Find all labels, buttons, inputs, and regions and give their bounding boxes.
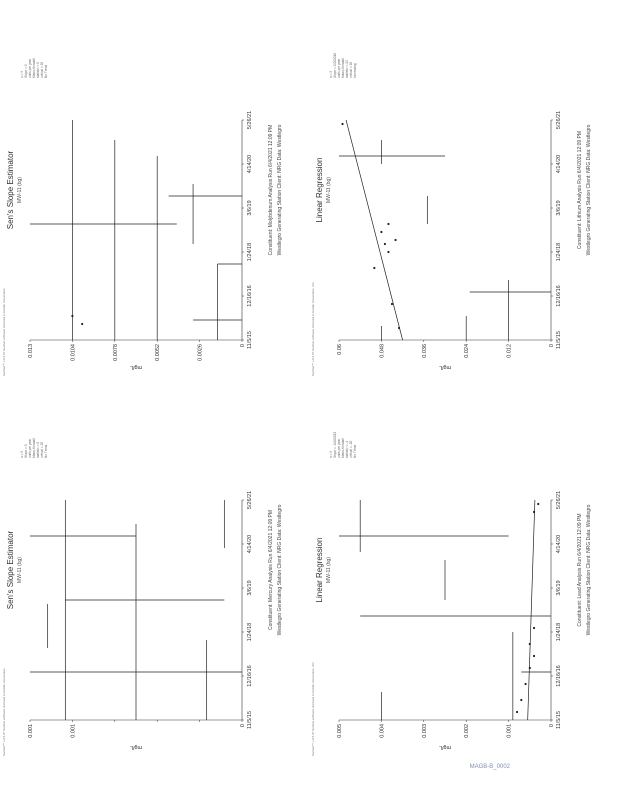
data-point [71,315,73,317]
y-tick-label: 0.002 [464,724,471,738]
y-axis-label: mg/L [438,364,452,370]
chart-title: Linear Regression [315,537,324,603]
chart-legend [20,386,48,458]
legend-line: Mann-Kendall [341,58,345,78]
legend-line: units per year [337,58,341,78]
legend-line: n = 9 [329,70,333,78]
chart-title: Sen's Slope Estimator [6,150,15,230]
y-tick-label: 0.0078 [112,344,119,361]
data-point [524,683,526,685]
legend-line: Increasing [353,63,357,78]
data-point [384,243,386,245]
chart-panel-bottom-left [0,380,309,760]
y-tick-label: 0.001 [70,724,77,738]
y-tick-label: 0.001 [28,724,34,738]
chart-title: Linear Regression [315,157,324,223]
y-tick-label: 0.048 [379,344,386,358]
y-tick-label: 0.012 [506,344,513,358]
y-tick-label: 0.036 [421,344,428,358]
chart-footer-line-1: Constituent: Molybdenum Analysis Run 6/4/2021 12:09 PM [268,124,274,256]
trend-line [346,120,403,340]
y-axis-label: mg/L [129,744,143,750]
x-tick-label: 4/14/20 [556,534,562,554]
x-tick-label: 3/6/19 [556,580,562,596]
legend-line: statistic = -4 [345,440,349,458]
legend-line: Slope = -0.000013 [333,431,337,458]
chart-header-note: Sanitas™ v.9.6.0? Sanitas software licensed to Golder Associates. UG [311,662,315,756]
data-point [533,511,535,513]
legend-line: units per year [28,438,32,458]
chart-legend [20,6,48,78]
y-tick-label: 0.013 [28,344,34,358]
legend-line: n = 9 [329,450,333,458]
legend-line: n = 9 [20,450,24,458]
data-point [533,627,535,629]
chart-rotated-frame [309,0,618,380]
data-point [398,327,400,329]
chart-panel-bottom-right [309,380,618,760]
legend-line: n = 9 [20,70,24,78]
y-tick-label: 0.06 [337,344,343,355]
chart-footer-line-1: Constituent: Lithium Analysis Run 6/4/2021 12:09 PM [577,130,583,250]
legend-line: Slope = 0 [24,444,28,458]
legend-line: Slope = 0.002016 [333,52,337,78]
x-tick-label: 5/26/21 [556,110,562,130]
y-axis-label: mg/L [438,744,452,750]
x-tick-label: 12/16/16 [247,285,253,307]
trend-line [528,500,535,720]
chart-rotated-frame [0,380,309,760]
y-tick-label: 0.004 [379,724,386,738]
x-tick-label: 4/14/20 [247,534,253,554]
data-point [391,303,393,305]
legend-line: No Trend [44,444,48,458]
data-point [81,323,83,325]
legend-line: statistic = 22 [345,60,349,78]
y-tick-label: 0 [240,724,246,728]
chart-rotated-frame [0,0,309,380]
chart-legend [329,6,357,78]
legend-line: statistic = 0 [36,61,40,78]
data-point [380,231,382,233]
page-code: MAGB-B_0002 [469,764,510,770]
legend-line: critical = -20 [349,440,353,458]
x-tick-label: 12/16/16 [556,665,562,687]
legend-line: critical = 20 [349,61,353,78]
chart-footer-line-2: Westlegro Generating Station Client: NRG Data: Westlegro [277,504,283,636]
data-point [394,239,396,241]
x-tick-label: 3/6/19 [556,200,562,216]
legend-line: No Trend [353,444,357,458]
x-tick-label: 11/5/15 [556,331,562,349]
chart-rotated-frame [309,380,618,760]
x-tick-label: 12/16/16 [556,285,562,307]
data-point [387,251,389,253]
chart-title: Sen's Slope Estimator [6,530,15,610]
data-point [520,699,522,701]
x-tick-label: 5/26/21 [247,490,253,510]
chart-legend [329,386,357,458]
x-tick-label: 3/6/19 [247,200,253,216]
x-tick-label: 4/14/20 [556,154,562,174]
x-tick-label: 1/24/18 [556,242,562,262]
x-tick-label: 11/5/15 [247,331,253,349]
data-point [516,711,518,713]
legend-line: No Trend [44,64,48,78]
x-tick-label: 4/14/20 [247,154,253,174]
data-point [529,643,531,645]
chart-footer-line-2: Westlegro Generating Station Client: NRG Data: Westlegro [277,124,283,256]
data-point [533,655,535,657]
legend-line: Mann-Kendall [32,438,36,458]
y-tick-label: 0 [549,344,555,348]
chart-panel-top-left [0,0,309,380]
chart-subtitle: MW-11 (bg) [326,177,332,203]
legend-line: critical = 20 [40,61,44,78]
y-tick-label: 0.003 [421,724,428,738]
chart-header-note: Sanitas™ v.9.6.0? Sanitas software licensed to Golder Associates. UG [311,282,315,376]
data-point [537,503,539,505]
chart-header-note: Sanitas™ v.9.6.0? Sanitas software licensed to Golder Associates. [2,667,6,756]
y-tick-label: 0.024 [464,344,471,358]
chart-subtitle: MW-11 (bg) [326,557,332,583]
data-point [341,123,343,125]
chart-header-note: Sanitas™ v.9.6.0? Sanitas software licensed to Golder Associates. [2,287,6,376]
chart-footer-line-1: Constituent: Lead Analysis Run 6/4/2021 12:09 PM [577,513,583,627]
x-tick-label: 5/26/21 [247,110,253,130]
legend-line: critical = 20 [40,441,44,458]
legend-line: statistic = 0 [36,441,40,458]
data-point [373,267,375,269]
legend-line: units per year [337,438,341,458]
y-axis-label: mg/L [129,364,143,370]
x-tick-label: 12/16/16 [247,665,253,687]
legend-line: Mann-Kendall [341,438,345,458]
chart-footer-line-1: Constituent: Mercury Analysis Run 6/4/2021 12:09 PM [268,509,274,631]
data-point [387,223,389,225]
x-tick-label: 11/5/15 [556,711,562,729]
chart-subtitle: MW-11 (bg) [17,557,23,583]
x-tick-label: 3/6/19 [247,580,253,596]
y-tick-label: 0.0052 [155,344,162,361]
legend-line: units per year [28,58,32,78]
y-tick-label: 0 [240,344,246,348]
chart-subtitle: MW-11 (bg) [17,177,23,203]
legend-line: Slope = 0 [24,64,28,78]
x-tick-label: 1/24/18 [247,622,253,642]
chart-footer-line-2: Westlegro Generating Station Client: NRG Data: Westlegro [586,124,592,256]
chart-footer-line-2: Westlegro Generating Station Client: NRG Data: Westlegro [586,504,592,636]
x-tick-label: 1/24/18 [556,622,562,642]
legend-line: Mann-Kendall [32,58,36,78]
y-tick-label: 0.0104 [70,344,77,361]
x-tick-label: 11/5/15 [247,711,253,729]
x-tick-label: 5/26/21 [556,490,562,510]
x-tick-label: 1/24/18 [247,242,253,262]
y-tick-label: 0.0026 [197,344,204,361]
y-tick-label: 0 [549,724,555,728]
y-tick-label: 0.005 [337,724,343,738]
y-tick-label: 0.001 [506,724,513,738]
chart-panel-top-right [309,0,618,380]
data-point [529,667,531,669]
